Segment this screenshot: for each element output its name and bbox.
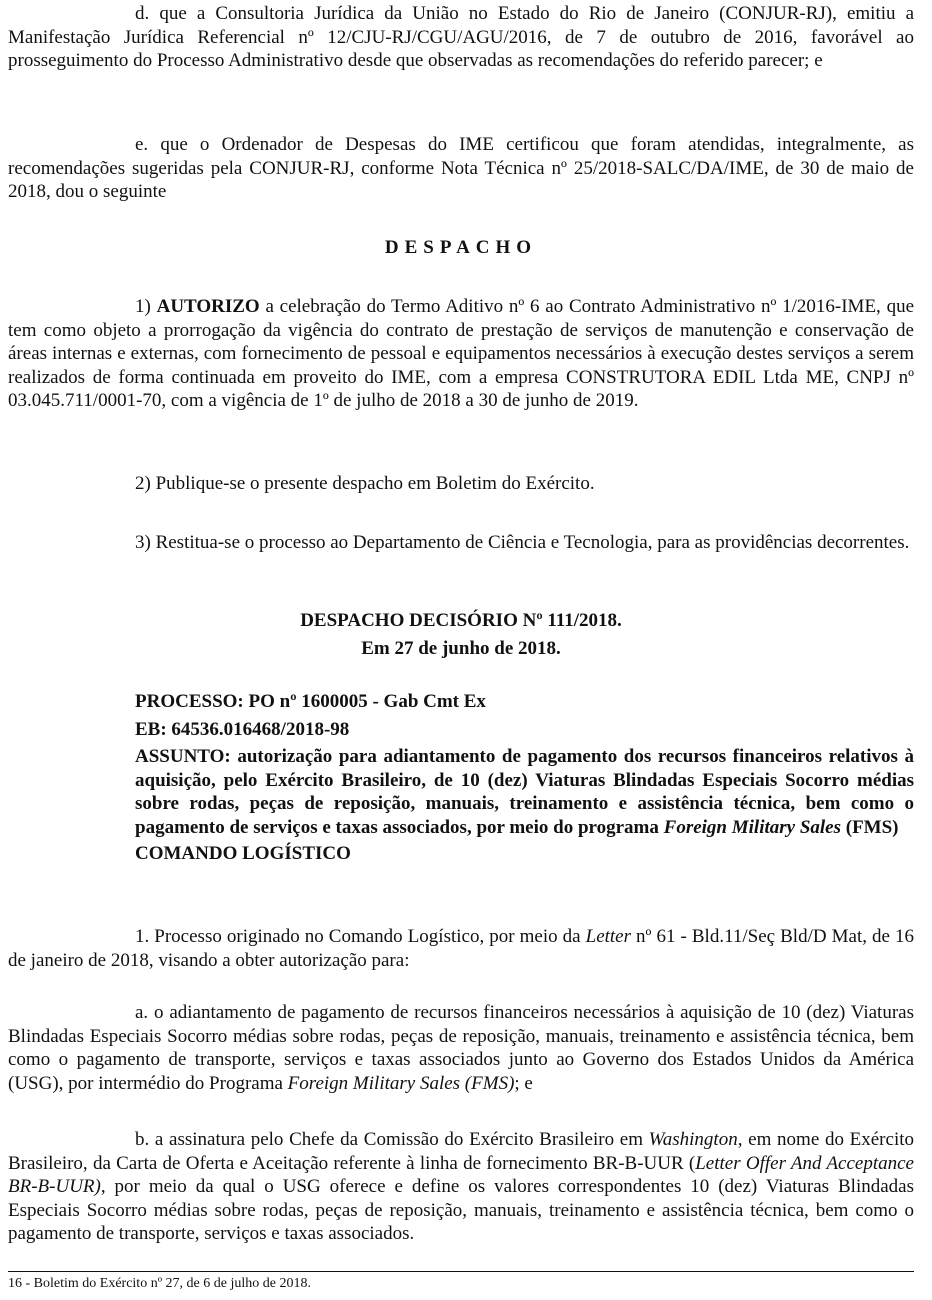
autorizo-label: AUTORIZO [156,296,260,317]
item-1-prefix: 1) [135,296,157,317]
paragraph-b-b: , em nome do Exército Brasileiro, da Carta de Oferta e Aceitação referente à linha de fornecimento BR-B-UUR ( [8,1129,914,1174]
comando-logistico: COMANDO LOGÍSTICO [135,843,351,864]
processo-line: PROCESSO: PO nº 1600005 - Gab Cmt Ex [135,691,486,712]
item-1-text: a celebração do Termo Aditivo nº 6 ao Contrato Administrativo nº 1/2016-IME, que tem como objeto a prorrogação da vigência do contrato de prestação de serviços de manutenção e conservação de áreas internas e externas, com fornecimento de pessoal e equipamentos necessários à execução destes serviços a serem realizados de forma continuada em proveito do IME, com a empresa CONSTRUTORA EDIL Ltda ME, CNPJ nº 03.045.711/0001-70, com a vigência de 1º de julho de 2018 a 30 de junho de 2019. [8,296,915,411]
paragraph-a-a: a. o adiantamento de pagamento de recursos financeiros necessários à aquisição de 10 (dez) Viaturas Blindadas Especiais Socorro médias sobre rodas, peças de reposição, manuais, treinamento e assistência técnica, bem como o pagamento de transporte, serviços e taxas associados junto ao Governo dos Estados Unidos da América (USG), por intermédio do Programa [8,1002,914,1094]
paragraph-1-b: nº 61 - Bld.11/Seç Bld/D Mat, de 16 de janeiro de 2018, visando a obter autorização para: [8,926,914,971]
paragraph-b-a: b. a assinatura pelo Chefe da Comissão do Exército Brasileiro em [135,1129,649,1150]
page-footer: 16 - Boletim do Exército nº 27, de 6 de julho de 2018. [8,1276,311,1291]
washington-italic: Washington [648,1129,738,1150]
assunto-end: (FMS) [841,816,899,838]
decisao-title: DESPACHO DECISÓRIO Nº 111/2018. [300,610,622,631]
item-2: 2) Publique-se o presente despacho em Boletim do Exército. [135,473,595,494]
despacho-heading: DESPACHO [384,237,538,258]
footer-divider [8,1271,914,1272]
loa-italic: Letter Offer And Acceptance BR-B-UUR) [8,1152,914,1197]
decisao-date: Em 27 de junho de 2018. [361,638,561,659]
assunto-label: ASSUNTO: [135,746,231,767]
paragraph-d: d. que a Consultoria Jurídica da União no Estado do Rio de Janeiro (CONJUR-RJ), emitiu a Manifestação Jurídica Referencial nº 12/CJU-RJ/CGU/AGU/2016, de 7 de outubro de 2016, favorável ao prosseguimento do Processo Administrativo desde que observadas as recomendações do referido parecer; e [8,3,914,71]
assunto-paragraph [135,745,914,839]
item-1 [8,295,914,413]
paragraph-a [8,1001,914,1095]
paragraph-b [8,1128,914,1246]
paragraph-e: e. que o Ordenador de Despesas do IME certificou que foram atendidas, integralmente, as recomendações sugeridas pela CONJUR-RJ, conforme Nota Técnica nº 25/2018-SALC/DA/IME, de 30 de maio de 2018, dou o seguinte [8,134,914,202]
item-3: 3) Restitua-se o processo ao Departamento de Ciência e Tecnologia, para as providências decorrentes. [135,532,910,553]
assunto-text: autorização para adiantamento de pagamento dos recursos financeiros relativos à aquisição, pelo Exército Brasileiro, de 10 (dez) Viaturas Blindadas Especiais Socorro médias sobre rodas, peças de reposição, manuais, treinamento e assistência técnica, bem como o pagamento de serviços e taxas associados, por meio do programa [135,746,914,838]
process-block [135,690,914,866]
assunto-italic: Foreign Military Sales [663,816,841,838]
eb-line: EB: 64536.016468/2018-98 [135,718,350,740]
paragraph-1-a: 1. Processo originado no Comando Logístico, por meio da [135,926,586,947]
fms-italic: Foreign Military Sales (FMS) [287,1072,515,1094]
paragraph-a-b: ; e [514,1072,533,1094]
paragraph-1 [8,925,914,972]
letter-italic: Letter [585,926,632,947]
paragraph-b-c: , por meio da qual o USG oferece e define os valores correspondentes 10 (dez) Viaturas Blindadas Especiais Socorro médias sobre rodas, peças de reposição, manuais, treinamento e assistência técnica, bem como o pagamento de transporte, serviços e taxas associados. [8,1176,914,1244]
